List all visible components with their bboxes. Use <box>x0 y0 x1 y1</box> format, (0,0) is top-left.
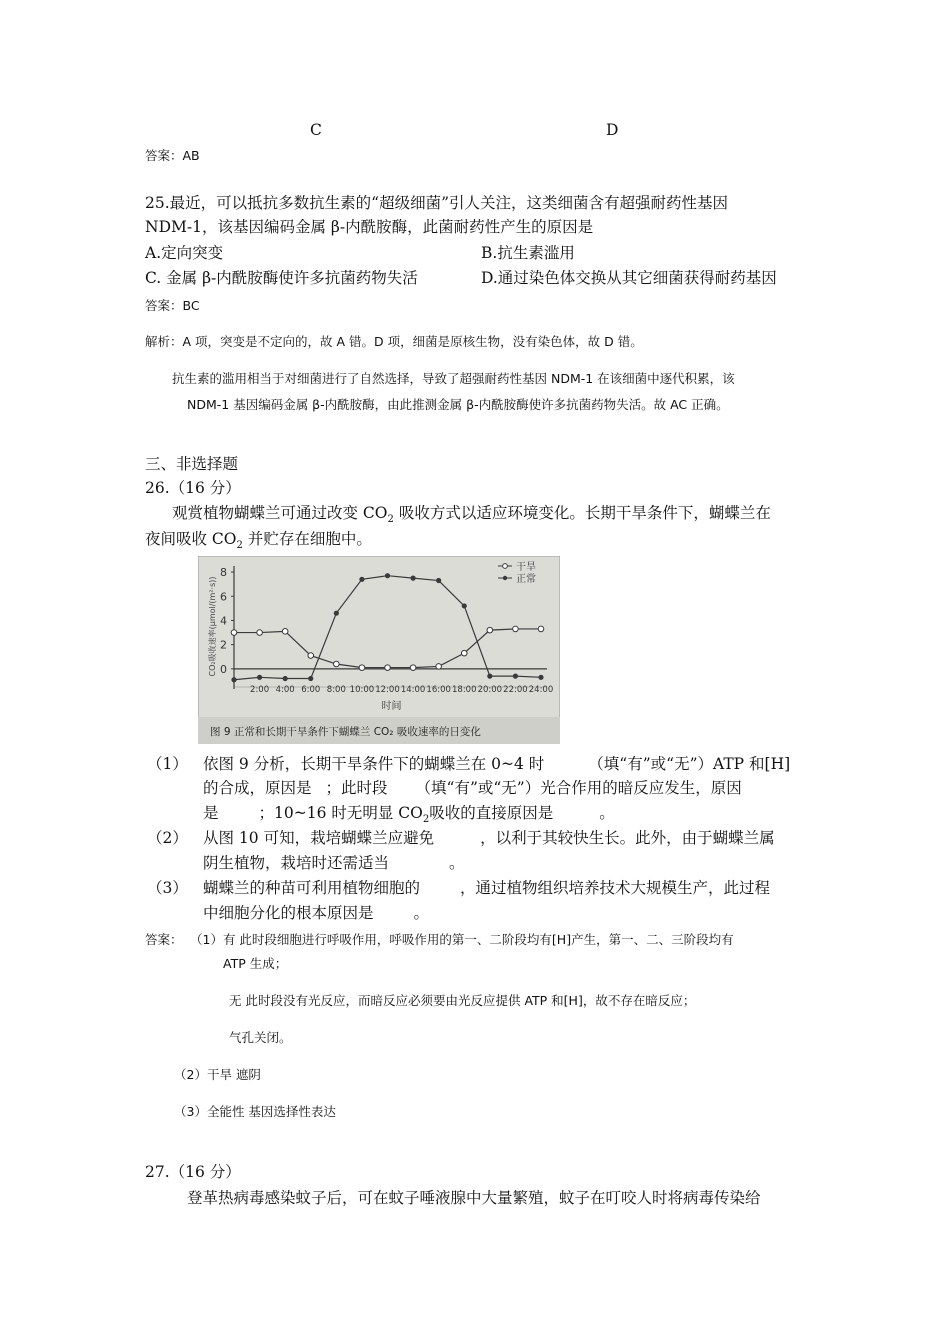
data-point-normal <box>231 677 236 682</box>
data-point-normal <box>436 578 441 583</box>
legend-marker-drought <box>503 564 508 569</box>
y-tick-label: 8 <box>220 566 227 580</box>
x-tick-label: 12:00 <box>375 685 400 695</box>
chart-background <box>198 556 560 744</box>
data-point-drought <box>308 653 314 659</box>
q26-part1-line2: 的合成，原因是 ；此时段 （填“有”或“无”）光合作用的暗反应发生，原因 <box>203 779 742 797</box>
data-point-normal <box>283 676 288 681</box>
y-tick-label: 2 <box>220 638 227 652</box>
q26-answer-part3: （3）全能性 基因选择性表达 <box>174 1104 336 1119</box>
data-point-drought <box>359 665 365 671</box>
q26-part2-line1: 从图 10 可知，栽培蝴蝶兰应避免 ，以利于其较快生长。此外，由于蝴蝶兰属 <box>203 829 775 847</box>
q27-heading: 27.（16 分） <box>145 1163 241 1181</box>
y-tick-label: 6 <box>220 590 227 604</box>
data-point-drought <box>385 665 391 671</box>
q26-part2-line2: 阴生植物，栽培时还需适当 。 <box>203 854 465 872</box>
legend-label: 正常 <box>516 574 536 585</box>
data-point-normal <box>487 674 492 679</box>
data-point-drought <box>282 629 288 635</box>
data-point-normal <box>410 576 415 581</box>
data-point-normal <box>538 675 543 680</box>
x-tick-label: 8:00 <box>326 685 346 695</box>
data-point-normal <box>359 577 364 582</box>
q26-part1-number: （1） <box>147 755 188 773</box>
q26-answer-part1-line1: （1）有 此时段细胞进行呼吸作用，呼吸作用的第一、二阶段均有[H]产生，第一、二、三阶段均有 <box>190 932 734 947</box>
q26-part1-line1: 依图 9 分析，长期干旱条件下的蝴蝶兰在 0~4 时 （填“有”或“无”）ATP 和[H] <box>203 755 791 773</box>
q25-analysis-line3: NDM-1 基因编码金属 β-内酰胺酶，由此推测金属 β-内酰胺酶使许多抗菌药物失活。故 AC 正确。 <box>187 397 729 412</box>
q25-analysis-line1: 解析：A 项，突变是不定向的，故 A 错。D 项，细菌是原核生物，没有染色体，故 D 错。 <box>145 334 643 349</box>
q26-answer-part1-line4: 气孔关闭。 <box>229 1030 292 1045</box>
x-tick-label: 16:00 <box>426 685 451 695</box>
data-point-normal <box>308 676 313 681</box>
q26-part3-number: （3） <box>147 879 188 897</box>
figure-caption: 图 9 正常和长期干旱条件下蝴蝶兰 CO₂ 吸收速率的日变化 <box>210 726 481 738</box>
x-tick-label: 22:00 <box>503 685 528 695</box>
y-axis-label: CO₂吸收速率(μmol/(m²·s)) <box>208 576 217 677</box>
q25-option-a: A.定向突变 <box>145 244 224 262</box>
x-axis-label: 时间 <box>381 701 402 712</box>
answer-previous: 答案：AB <box>145 148 200 163</box>
x-tick-label: 4:00 <box>275 685 295 695</box>
q26-part1-line3: 是 ；10~16 时无明显 $CO_2$吸收的直接原因是 。 <box>203 804 615 825</box>
q25-stem-line2: NDM-1，该基因编码金属 β-内酰胺酶，此菌耐药性产生的原因是 <box>145 218 594 236</box>
x-tick-label: 20:00 <box>477 685 503 695</box>
q25-option-c: C. 金属 β-内酰胺酶使许多抗菌药物失活 <box>145 269 418 287</box>
legend-label: 干旱 <box>516 562 536 573</box>
q26-answer-part2: （2）干旱 遮阴 <box>174 1067 261 1082</box>
data-point-drought <box>461 650 467 656</box>
q26-answer-label: 答案： <box>145 932 183 947</box>
section-heading: 三、非选择题 <box>145 455 239 473</box>
x-tick-label: 6:00 <box>301 685 321 695</box>
q26-answer-part1-line2: ATP 生成； <box>223 956 288 971</box>
x-tick-label: 24:00 <box>528 685 554 695</box>
q25-option-b: B.抗生素滥用 <box>481 244 575 262</box>
data-point-normal <box>513 674 518 679</box>
q26-part3-line1: 蝴蝶兰的种苗可利用植物细胞的 ，通过植物组织培养技术大规模生产，此过程 <box>203 879 771 897</box>
q27-intro-line1: 登革热病毒感染蚊子后，可在蚊子唾液腺中大量繁殖，蚊子在叮咬人时将病毒传染给 <box>187 1189 761 1207</box>
y-tick-label: 4 <box>220 614 227 628</box>
x-tick-label: 2:00 <box>250 685 270 695</box>
figure-9-chart <box>198 556 560 744</box>
legend-marker-normal <box>503 576 507 580</box>
q25-option-d: D.通过染色体交换从其它细菌获得耐药基因 <box>481 269 777 287</box>
q26-part3-line2: 中细胞分化的根本原因是 。 <box>203 904 430 922</box>
q25-answer: 答案：BC <box>145 298 200 313</box>
data-point-normal <box>334 611 339 616</box>
q26-intro-line1: 观赏植物蝴蝶兰可通过改变 $CO_2$ 吸收方式以适应环境变化。长期干旱条件下，蝴蝶兰在 <box>172 504 771 525</box>
data-point-drought <box>231 630 237 636</box>
q26-intro-line2: 夜间吸收 $CO_2$ 并贮存在细胞中。 <box>145 530 372 551</box>
data-point-drought <box>538 626 544 632</box>
x-tick-label: 10:00 <box>349 685 375 695</box>
option-c-label: C <box>310 121 322 139</box>
data-point-drought <box>334 661 340 667</box>
data-point-drought <box>436 664 442 670</box>
data-point-normal <box>257 675 262 680</box>
q26-answer-part1-line3: 无 此时段没有光反应，而暗反应必须要由光反应提供 ATP 和[H]，故不存在暗反应； <box>229 993 696 1008</box>
data-point-drought <box>513 626 519 632</box>
data-point-normal <box>462 603 467 608</box>
y-tick-label: 0 <box>220 662 227 676</box>
option-d-label: D <box>606 121 619 139</box>
data-point-normal <box>385 573 390 578</box>
data-point-drought <box>410 665 416 671</box>
q25-stem-line1: 25.最近，可以抵抗多数抗生素的“超级细菌”引人关注，这类细菌含有超强耐药性基因 <box>145 194 729 212</box>
q26-heading: 26.（16 分） <box>145 479 241 497</box>
data-point-drought <box>487 627 493 633</box>
x-tick-label: 18:00 <box>452 685 477 695</box>
q26-part2-number: （2） <box>147 829 188 847</box>
x-tick-label: 14:00 <box>400 685 426 695</box>
data-point-drought <box>257 630 263 636</box>
q25-analysis-line2: 抗生素的滥用相当于对细菌进行了自然选择，导致了超强耐药性基因 NDM-1 在该细菌中逐代积累，该 <box>172 371 735 386</box>
